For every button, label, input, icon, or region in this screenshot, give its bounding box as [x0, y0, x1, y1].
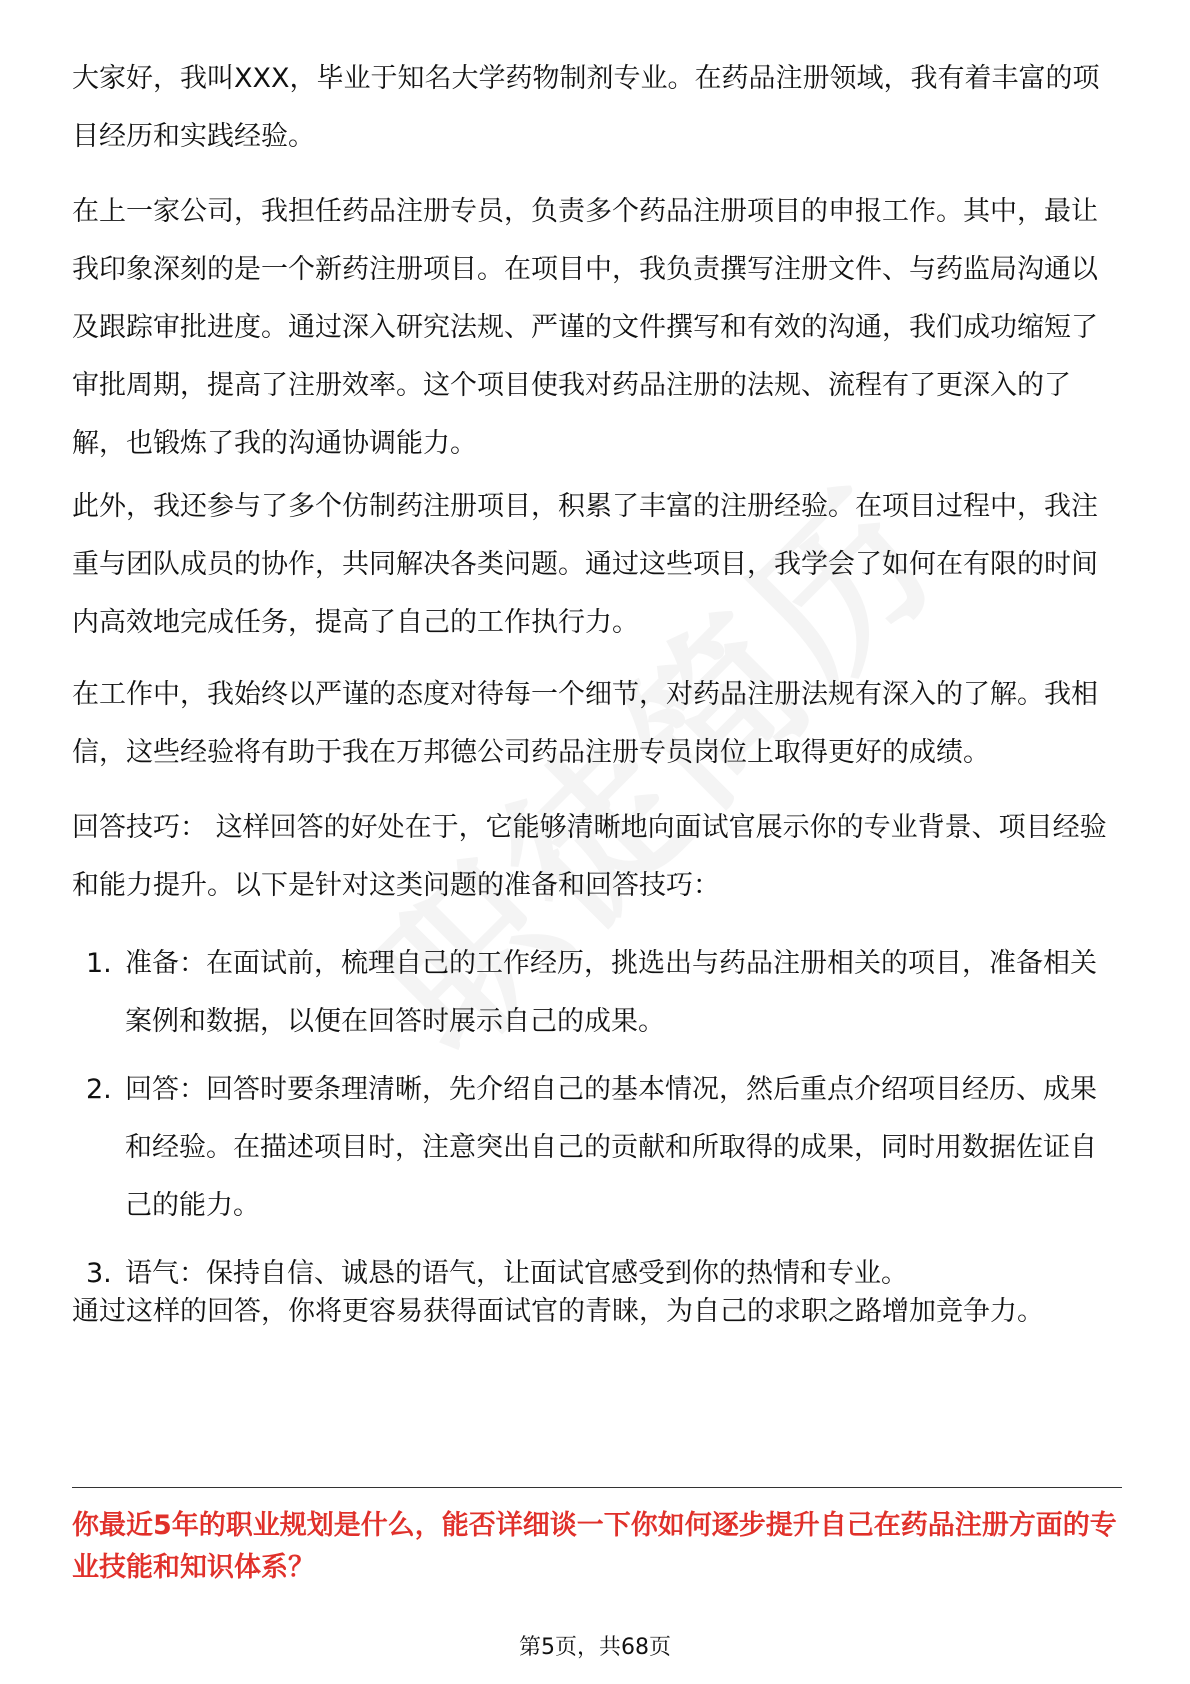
list-item-text: 语气：保持自信、诚恳的语气，让面试官感受到你的热情和专业。 — [125, 1258, 908, 1289]
list-item — [72, 935, 1122, 1051]
list-item-number: 3. — [86, 1258, 112, 1289]
next-question-heading: 你最近5年的职业规划是什么，能否详细谈一下你如何逐步提升自己在药品注册方面的专业技能和知识体系？ — [72, 1510, 1117, 1583]
paragraph-generic-drugs: 此外，我还参与了多个仿制药注册项目，积累了丰富的注册经验。在项目过程中，我注重与团队成员的协作，共同解决各类问题。通过这些项目，我学会了如何在有限的时间内高效地完成任务，提高了自己的工作执行力。 — [72, 491, 1098, 638]
paragraph-intro: 大家好，我叫XXX，毕业于知名大学药物制剂专业。在药品注册领域，我有着丰富的项目经历和实践经验。 — [72, 63, 1100, 152]
list-item-text: 回答：回答时要条理清晰，先介绍自己的基本情况，然后重点介绍项目经历、成果和经验。在描述项目时，注意突出自己的贡献和所取得的成果，同时用数据佐证自己的能力。 — [125, 1074, 1097, 1221]
paragraph-conclusion: 通过这样的回答，你将更容易获得面试官的青睐，为自己的求职之路增加竞争力。 — [72, 1296, 1044, 1327]
section-divider — [72, 1487, 1122, 1488]
list-item-number: 2. — [86, 1074, 112, 1105]
page-number: 第5页，共68页 — [519, 1635, 671, 1660]
paragraph-experience: 在上一家公司，我担任药品注册专员，负责多个药品注册项目的申报工作。其中，最让我印象深刻的是一个新药注册项目。在项目中，我负责撰写注册文件、与药监局沟通以及跟踪审批进度。通过深入研究法规、严谨的文件撰写和有效的沟通，我们成功缩短了审批周期，提高了注册效率。这个项目使我对药品注册的法规、流程有了更深入的了解，也锻炼了我的沟通协调能力。 — [72, 196, 1098, 459]
list-item-text: 准备：在面试前，梳理自己的工作经历，挑选出与药品注册相关的项目，准备相关案例和数据，以便在回答时展示自己的成果。 — [125, 948, 1097, 1037]
paragraph-attitude: 在工作中，我始终以严谨的态度对待每一个细节，对药品注册法规有深入的了解。我相信，这些经验将有助于我在万邦德公司药品注册专员岗位上取得更好的成绩。 — [72, 679, 1098, 768]
tips-list — [72, 935, 1122, 1313]
list-item — [72, 1061, 1122, 1235]
list-item-number: 1. — [86, 948, 112, 979]
paragraph-answer-tips: 回答技巧： 这样回答的好处在于，它能够清晰地向面试官展示你的专业背景、项目经验和能力提升。以下是针对这类问题的准备和回答技巧： — [72, 812, 1107, 901]
